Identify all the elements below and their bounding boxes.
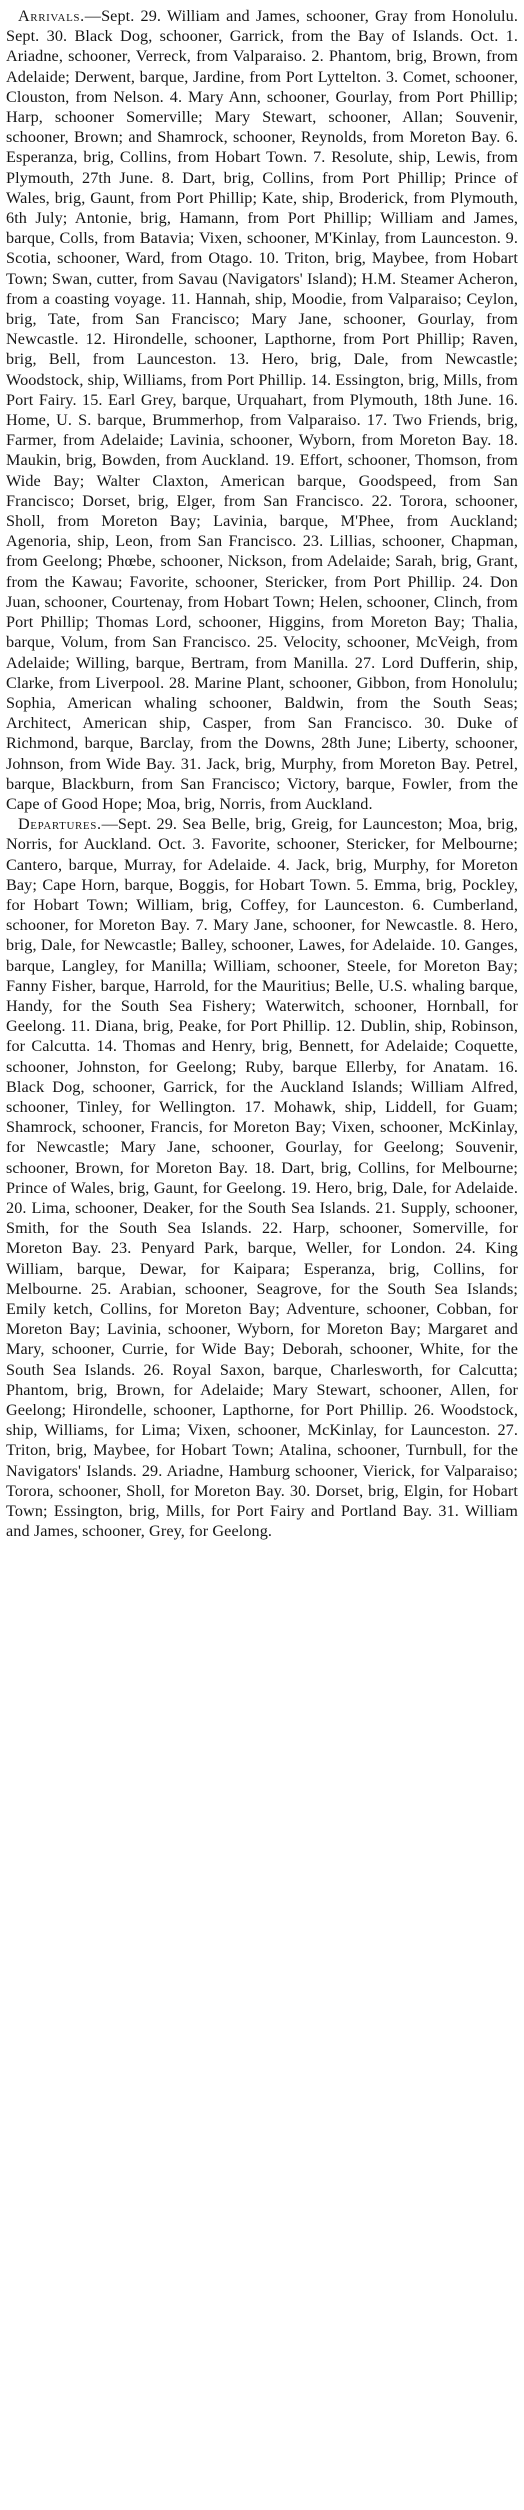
departures-text: —Sept. 29. Sea Belle, brig, Greig, for Launceston; Moa, brig, Norris, for Auckland. Oct. 3. Favorite, schooner, Stericker, for Melbourne; Cantero, barque, Murray, for Adelaide. 4. Jack, brig, Murphy, for Moreton Bay; Cape Horn, barque, Boggis, for Hobart Town. 5. Emma, brig, Pockley, for Hobart Town; William, brig, Coffey, for Launceston. 6. Cumberland, schooner, for Moreton Bay. 7. Mary Jane, schooner, for Newcastle. 8. Hero, brig, Dale, for Newcastle; Balley, schooner, Lawes, for Adelaide. 10. Ganges, barque, Langley, for Manilla; William, schooner, Steele, for Moreton Bay; Fanny Fisher, barque, Harrold, for the Mauritius; Belle, U.S. whaling barque, Handy, for the South Sea Fishery; Waterwitch, schooner, Hornball, for Geelong. 11. Diana, brig, Peake, for Port Phillip. 12. Dublin, ship, Robinson, for Calcutta. 14. Thomas and Henry, brig, Bennett, for Adelaide; Coquette, schooner, Johnston, for Geelong; Ruby, barque Ellerby, for Anatam. 16. Black Dog, schooner, Garrick, for the Auckland Islands; William Alfred, schooner, Tinley, for Wellington. 17. Mohawk, ship, Liddell, for Guam; Shamrock, schooner, Francis, for Moreton Bay; Vixen, schooner, McKinlay, for Newcastle; Mary Jane, schooner, Gourlay, for Geelong; Souvenir, schooner, Brown, for Moreton Bay. 18. Dart, brig, Collins, for Melbourne; Prince of Wales, brig, Gaunt, for Geelong. 19. Hero, brig, Dale, for Adelaide. 20. Lima, schooner, Deaker, for the South Sea Islands. 21. Supply, schooner, Smith, for the South Sea Islands. 22. Harp, schooner, Somerville, for Moreton Bay. 23. Penyard Park, barque, Weller, for London. 24. King William, barque, Dewar, for Kaipara; Esperanza, brig, Collins, for Melbourne. 25. Arabian, schooner, Seagrove, for the South Sea Islands; Emily ketch, Collins, for Moreton Bay; Adventure, schooner, Cobban, for Moreton Bay; Lavinia, schooner, Wyborn, for Moreton Bay; Margaret and Mary, schooner, Currie, for Wide Bay; Deborah, schooner, White, for the South Sea Islands. 26. Royal Saxon, barque, Charlesworth, for Calcutta; Phantom, brig, Brown, for Adelaide; Mary Stewart, schooner, Allen, for Geelong; Hirondelle, schooner, Lapthorne, for Port Phillip. 26. Woodstock, ship, Williams, for Lima; Vixen, schooner, McKinlay, for Launceston. 27. Triton, brig, Maybee, for Hobart Town; Atalina, schooner, Turnbull, for the Navigators' Islands. 29. Ariadne, Hamburg schooner, Vierick, for Valparaiso; Torora, schooner, Sholl, for Moreton Bay. 30. Dorset, brig, Elgin, for Hobart Town; Essington, brig, Mills, for Port Fairy and Portland Bay. 31. William and James, schooner, Grey, for Geelong. xyxy=(6,815,518,1541)
arrivals-text: —Sept. 29. William and James, schooner, Gray from Honolulu. Sept. 30. Black Dog, schooner, Garrick, from the Bay of Islands. Oct. 1. Ariadne, schooner, Verreck, from Valparaiso. 2. Phantom, brig, Brown, from Adelaide; Derwent, barque, Jardine, from Port Lyttelton. 3. Comet, schooner, Clouston, from Nelson. 4. Mary Ann, schooner, Gourlay, from Port Phillip; Harp, schooner Somerville; Mary Stewart, schooner, Allan; Souvenir, schooner, Brown; and Shamrock, schooner, Reynolds, from Moreton Bay. 6. Esperanza, brig, Collins, from Hobart Town. 7. Resolute, ship, Lewis, from Plymouth, 27th June. 8. Dart, brig, Collins, from Port Phillip; Prince of Wales, brig, Gaunt, from Port Phillip; Kate, ship, Broderick, from Plymouth, 6th July; Antonie, brig, Hamann, from Port Phillip; William and James, barque, Colls, from Batavia; Vixen, schooner, M'Kinlay, from Launceston. 9. Scotia, schooner, Ward, from Otago. 10. Triton, brig, Maybee, from Hobart Town; Swan, cutter, from Savau (Navigators' Island); H.M. Steamer Acheron, from a coasting voyage. 11. Hannah, ship, Moodie, from Valparaiso; Ceylon, brig, Tate, from San Francisco; Mary Jane, schooner, Gourlay, from Newcastle. 12. Hirondelle, schooner, Lapthorne, from Port Phillip; Raven, brig, Bell, from Launceston. 13. Hero, brig, Dale, from Newcastle; Woodstock, ship, Williams, from Port Phillip. 14. Essington, brig, Mills, from Port Fairy. 15. Earl Grey, barque, Urquahart, from Plymouth, 18th June. 16. Home, U. S. barque, Brummerhop, from Valparaiso. 17. Two Friends, brig, Farmer, from Adelaide; Lavinia, schooner, Wyborn, from Moreton Bay. 18. Maukin, brig, Bowden, from Auckland. 19. Effort, schooner, Thomson, from Wide Bay; Walter Claxton, American barque, Goodspeed, from San Francisco; Dorset, brig, Elger, from San Francisco. 22. Torora, schooner, Sholl, from Moreton Bay; Lavinia, barque, M'Phee, from Auckland; Agenoria, ship, Leon, from San Francisco. 23. Lillias, schooner, Chapman, from Geelong; Phœbe, schooner, Nickson, from Adelaide; Sarah, brig, Grant, from the Kawau; Favorite, schooner, Stericker, from Port Phillip. 24. Don Juan, schooner, Courtenay, from Hobart Town; Helen, schooner, Clinch, from Port Phillip; Thomas Lord, schooner, Higgins, from Moreton Bay; Thalia, barque, Volum, from San Francisco. 25. Velocity, schooner, McVeigh, from Adelaide; Willing, barque, Bertram, from Manilla. 27. Lord Dufferin, ship, Clarke, from Liverpool. 28. Marine Plant, schooner, Gibbon, from Honolulu; Sophia, American whaling schooner, Baldwin, from the South Seas; Architect, American ship, Casper, from San Francisco. 30. Duke of Richmond, barque, Barclay, from the Downs, 28th June; Liberty, schooner, Johnson, from Wide Bay. 31. Jack, brig, Murphy, from Moreton Bay. Petrel, barque, Blackburn, from San Francisco; Victory, barque, Fowler, from the Cape of Good Hope; Moa, brig, Norris, from Auckland. xyxy=(6,7,518,813)
departures-paragraph xyxy=(6,814,518,1541)
departures-heading: Departures. xyxy=(18,815,102,834)
arrivals-paragraph xyxy=(6,6,518,814)
arrivals-heading: Arrivals. xyxy=(18,7,85,25)
